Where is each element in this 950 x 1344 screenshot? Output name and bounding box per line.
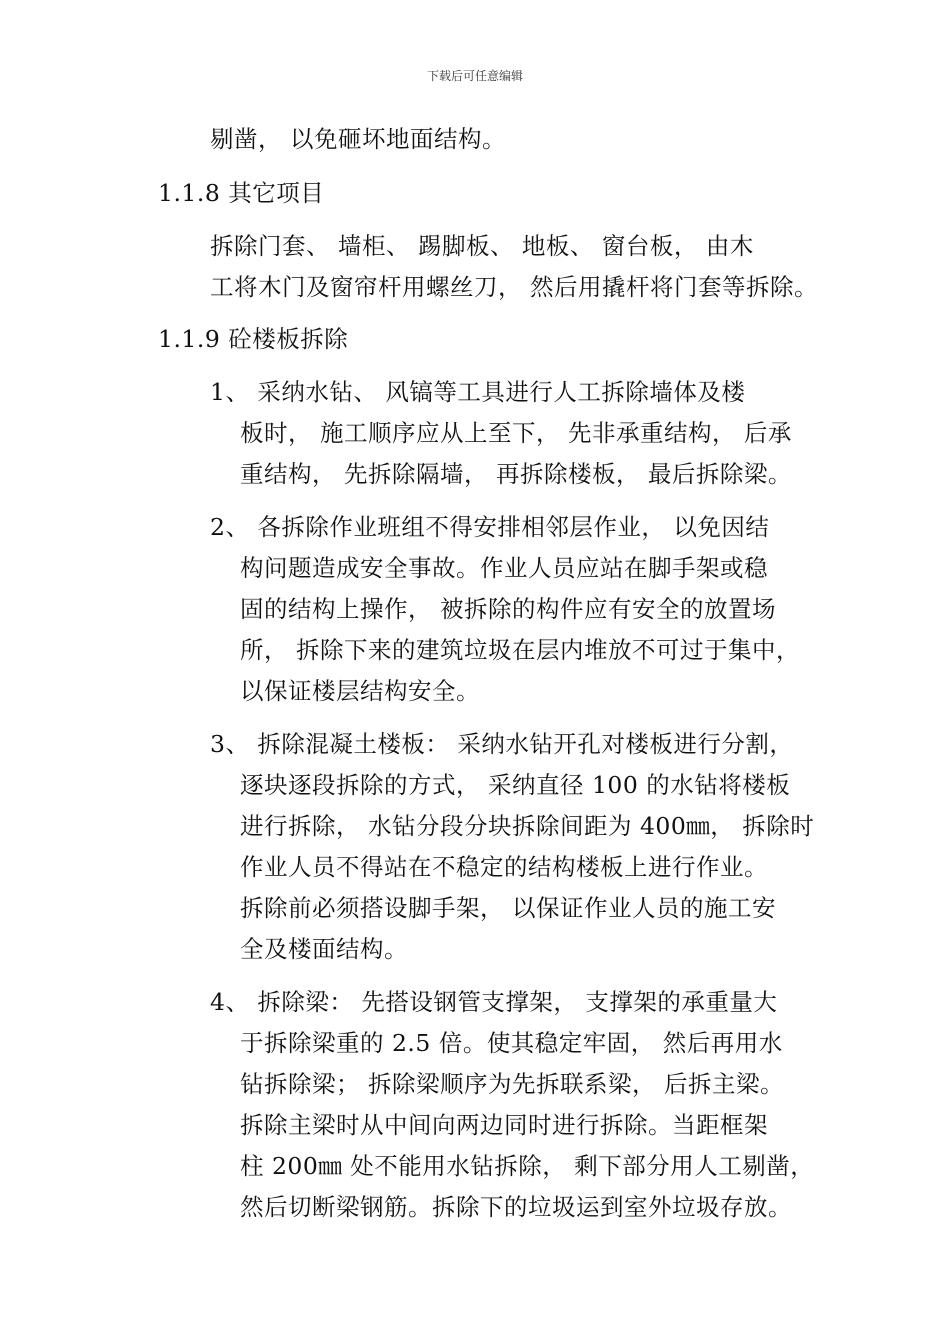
text-line: 固的结构上操作， 被拆除的构件应有安全的放置场 (240, 595, 776, 623)
page-header: 下载后可任意编辑 (426, 69, 523, 83)
text-line: 拆除门套、 墙柜、 踢脚板、 地板、 窗台板， 由木 (210, 232, 754, 260)
text-line: 拆除前必须搭设脚手架， 以保证作业人员的施工安 (240, 894, 776, 922)
text-line: 于拆除梁重的 2.5 倍。使其稳定牢固， 然后再用水 (240, 1029, 783, 1057)
text-line: 构问题造成安全事故。作业人员应站在脚手架或稳 (240, 554, 768, 582)
list-item: 1、 采纳水钻、 风镐等工具进行人工拆除墙体及楼 (210, 378, 746, 406)
text-line: 工将木门及窗帘杆用螺丝刀， 然后用撬杆将门套等拆除。 (210, 273, 818, 301)
list-item: 3、 拆除混凝土楼板： 采纳水钻开孔对楼板进行分割， (210, 730, 794, 758)
text-line: 柱 200㎜ 处不能用水钻拆除， 剩下部分用人工剔凿， (240, 1152, 815, 1180)
text-line: 板时， 施工顺序应从上至下， 先非承重结构， 后承 (240, 419, 792, 447)
text-line: 作业人员不得站在不稳定的结构楼板上进行作业。 (240, 853, 768, 881)
text-line: 逐块逐段拆除的方式， 采纳直径 100 的水钻将楼板 (240, 771, 791, 799)
text-line: 然后切断梁钢筋。拆除下的垃圾运到室外垃圾存放。 (240, 1193, 792, 1221)
text-line: 进行拆除， 水钻分段分块拆除间距为 400㎜， 拆除时 (240, 812, 815, 840)
text-line: 以保证楼层结构安全。 (240, 677, 480, 705)
section-heading: 1.1.8 其它项目 (158, 179, 325, 207)
list-item: 4、 拆除梁： 先搭设钢管支撑架， 支撑架的承重量大 (210, 988, 778, 1016)
list-item: 2、 各拆除作业班组不得安排相邻层作业， 以免因结 (210, 513, 770, 541)
text-line: 全及楼面结构。 (240, 935, 408, 963)
section-heading: 1.1.9 砼楼板拆除 (158, 325, 349, 353)
text-line: 剔凿， 以免砸坏地面结构。 (210, 125, 506, 153)
text-line: 钻拆除梁； 拆除梁顺序为先拆联系梁， 后拆主梁。 (240, 1070, 784, 1098)
text-line: 重结构， 先拆除隔墙， 再拆除楼板， 最后拆除梁。 (240, 460, 792, 488)
text-line: 拆除主梁时从中间向两边同时进行拆除。当距框架 (240, 1111, 768, 1139)
text-line: 所， 拆除下来的建筑垃圾在层内堆放不可过于集中， (240, 636, 800, 664)
